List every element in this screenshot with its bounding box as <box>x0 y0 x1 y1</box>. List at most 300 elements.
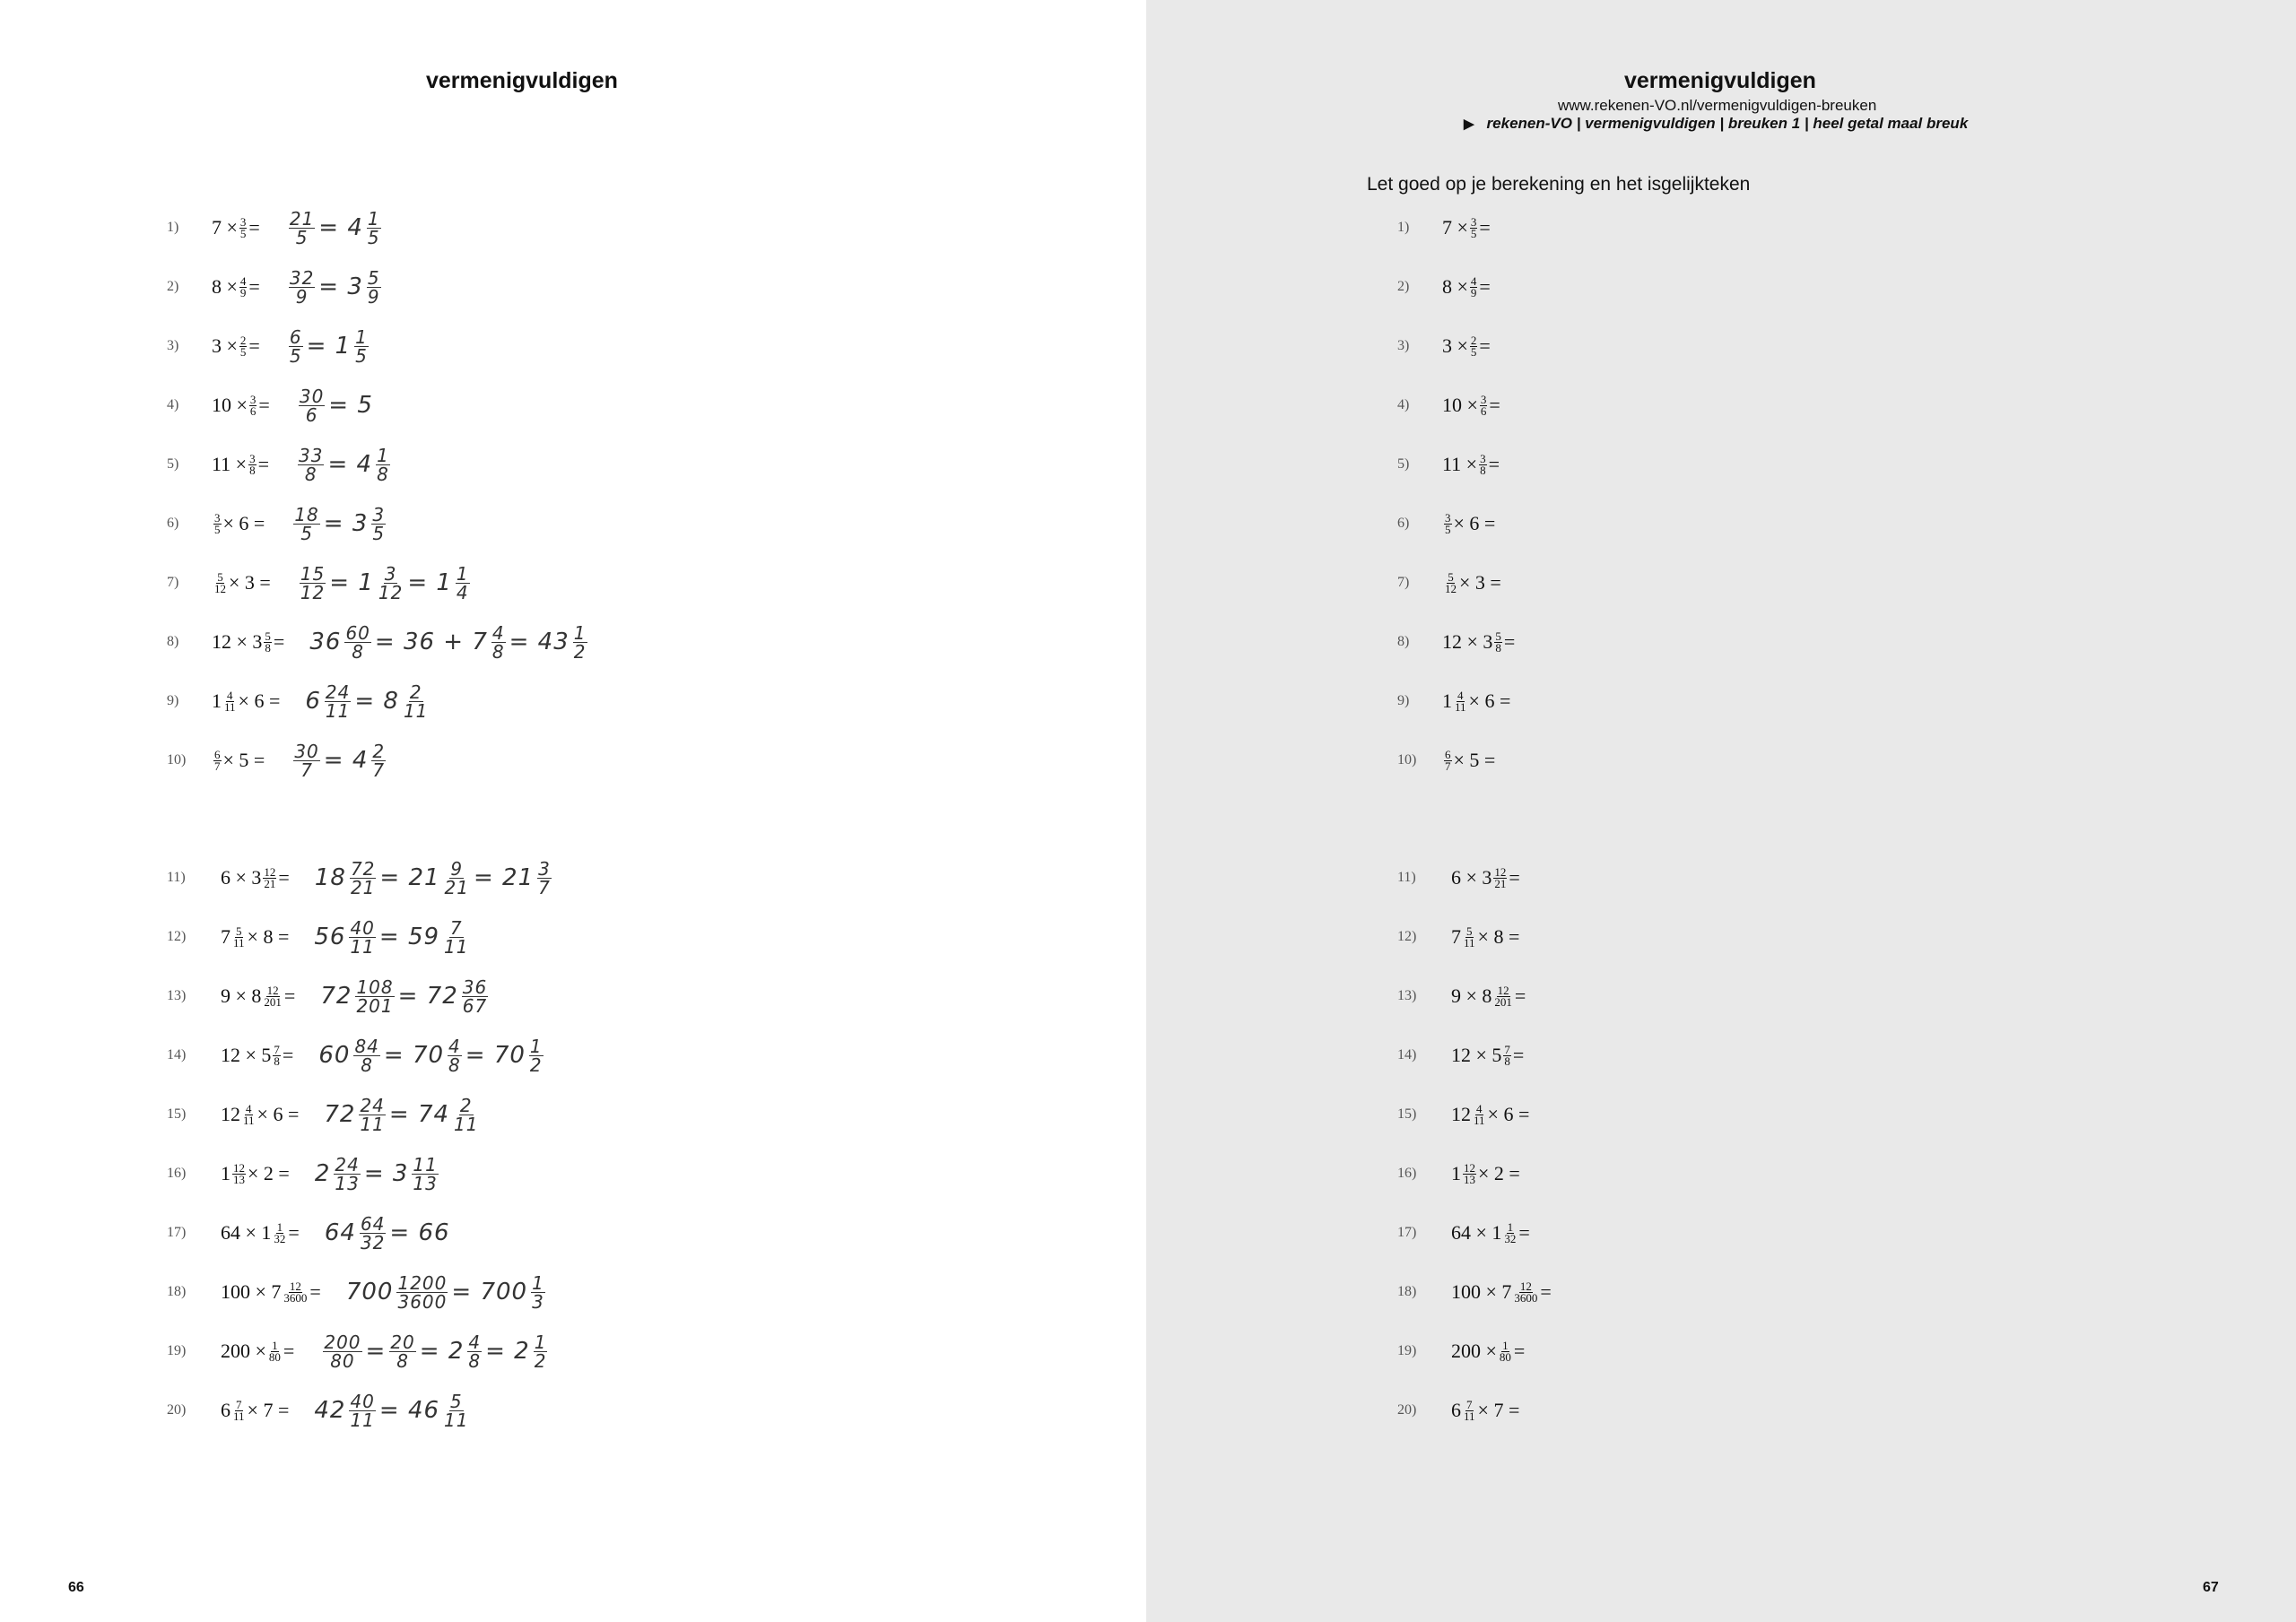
fraction <box>456 562 470 603</box>
expr-text: 3 × <box>1442 334 1468 357</box>
numerator: 3 <box>1480 392 1487 406</box>
exercise-row <box>167 1272 549 1312</box>
exercise-number: 5) <box>1397 456 1410 472</box>
numerator: 36 <box>462 976 488 998</box>
denominator: 11 <box>444 935 469 958</box>
fraction <box>1444 510 1452 536</box>
numerator: 3 <box>214 510 221 525</box>
numerator: 5 <box>1495 629 1501 643</box>
handwritten-answer <box>314 1153 442 1194</box>
denominator: 11 <box>325 699 351 722</box>
exercise-number: 17) <box>1397 1225 1417 1240</box>
exercise-number: 11) <box>167 870 186 885</box>
exercise-row <box>167 1036 547 1075</box>
denominator: 11 <box>1474 1113 1485 1127</box>
exercise-number: 9) <box>167 693 179 708</box>
fraction <box>299 387 325 424</box>
expr-text: × 6 = <box>1487 1103 1530 1125</box>
numerator: 2 <box>409 681 422 703</box>
fraction <box>355 978 394 1015</box>
fraction <box>239 273 248 299</box>
fraction <box>273 1042 281 1068</box>
fraction <box>371 503 386 544</box>
fraction <box>443 916 469 958</box>
expr-text: 1 <box>1451 1162 1461 1184</box>
expr-text: = <box>248 216 260 239</box>
fraction <box>283 1281 308 1304</box>
exercise-row <box>167 208 385 247</box>
expr-text: × 7 = <box>247 1399 290 1421</box>
expr-text: = <box>282 1044 294 1066</box>
expr-text: = <box>1479 275 1491 298</box>
expr-text: 10 × <box>212 394 248 416</box>
denominator: 201 <box>1494 994 1512 1009</box>
exercise-expression <box>212 216 260 239</box>
numerator: 5 <box>265 629 271 643</box>
numerator: 5 <box>1466 924 1473 938</box>
fraction <box>1493 985 1513 1008</box>
exercise-row <box>167 741 389 780</box>
expr-text: 9 × 8 <box>1451 984 1492 1007</box>
fraction <box>367 266 381 308</box>
expr-text: = 4 <box>323 747 369 774</box>
denominator: 32 <box>274 1231 286 1245</box>
fraction <box>289 325 303 367</box>
expr-text: 11 × <box>212 453 248 475</box>
denominator: 8 <box>249 463 256 477</box>
handwritten-answer <box>314 1392 473 1429</box>
denominator: 8 <box>491 640 505 663</box>
denominator: 7 <box>372 759 386 781</box>
exercise-number: 5) <box>167 456 179 472</box>
exercise-number: 2) <box>1397 279 1410 294</box>
fraction <box>239 214 248 240</box>
denominator: 3600 <box>397 1290 448 1313</box>
exercise-row <box>1397 858 1520 898</box>
expr-text: 700 <box>345 1279 394 1305</box>
exercise-row <box>167 976 491 1016</box>
expr-text: 72 <box>324 1101 356 1128</box>
exercise-number: 10) <box>167 752 187 768</box>
expr-text: = 4 <box>318 214 363 241</box>
fraction <box>412 1153 438 1194</box>
exercise-expression <box>221 866 290 889</box>
exercise-row <box>1397 1331 1525 1371</box>
numerator: 33 <box>299 444 324 466</box>
exercise-number: 4) <box>1397 397 1410 412</box>
exercise-row <box>1397 208 1491 247</box>
numerator: 6 <box>1445 747 1451 761</box>
exercise-row <box>167 1154 442 1193</box>
numerator: 24 <box>335 1153 360 1175</box>
exercise-row <box>1397 622 1515 662</box>
numerator: 1 <box>1507 1219 1514 1234</box>
numerator: 12 <box>1464 1160 1475 1175</box>
expr-text: = 21 <box>379 864 440 891</box>
play-arrow-icon: ▶ <box>1464 117 1474 132</box>
exercise-expression <box>221 1221 300 1245</box>
numerator: 4 <box>246 1101 252 1115</box>
fraction <box>367 207 381 248</box>
denominator: 9 <box>1470 285 1477 299</box>
exercise-row <box>167 386 373 425</box>
fraction <box>249 392 257 418</box>
expr-text: = <box>309 1280 321 1303</box>
fraction <box>1463 1160 1476 1186</box>
exercise-expression <box>1451 1340 1525 1363</box>
expr-text: × 7 = <box>1477 1399 1520 1421</box>
right-page <box>1146 0 2296 1622</box>
exercise-row <box>167 1331 551 1371</box>
denominator: 8 <box>396 1349 409 1372</box>
expr-text: = <box>1509 866 1520 889</box>
exercise-number: 3) <box>167 338 179 353</box>
denominator: 11 <box>1455 699 1466 714</box>
exercise-expression <box>212 571 271 594</box>
fraction <box>1470 273 1478 299</box>
fraction <box>403 683 429 720</box>
exercise-number: 14) <box>167 1047 187 1063</box>
fraction <box>1499 1340 1512 1363</box>
website-url[interactable]: www.rekenen-VO.nl/vermenigvuldigen-breuken <box>1558 97 1877 114</box>
expr-text: 60 <box>318 1042 351 1069</box>
denominator: 5 <box>300 522 313 544</box>
expr-text: = 2 <box>419 1338 465 1365</box>
denominator: 12 <box>378 581 404 603</box>
exercise-expression <box>1442 275 1491 299</box>
exercise-number: 6) <box>167 516 179 531</box>
fraction <box>1470 335 1478 358</box>
denominator: 8 <box>468 1349 482 1372</box>
exercise-expression <box>1451 1103 1529 1126</box>
handwritten-answer <box>314 916 473 958</box>
numerator: 12 <box>233 1160 245 1175</box>
expr-text: = <box>1512 1044 1525 1066</box>
denominator: 11 <box>224 699 236 714</box>
expr-text: = 1 <box>329 569 374 596</box>
numerator: 72 <box>350 857 376 880</box>
exercise-row <box>1397 445 1500 484</box>
denominator: 11 <box>360 1113 385 1135</box>
expr-text: 64 × 1 <box>221 1221 272 1244</box>
fraction <box>1463 926 1476 949</box>
fraction <box>1480 392 1488 418</box>
exercise-number: 12) <box>1397 929 1417 944</box>
fraction <box>268 1340 282 1363</box>
exercise-row <box>1397 681 1510 721</box>
expr-text: 200 × <box>221 1340 266 1362</box>
exercise-row <box>167 1391 474 1430</box>
fraction <box>289 266 315 308</box>
fraction <box>223 690 237 713</box>
denominator: 5 <box>372 522 386 544</box>
numerator: 12 <box>264 864 276 879</box>
exercise-expression <box>1442 571 1501 594</box>
exercise-row <box>1397 1036 1524 1075</box>
fraction <box>213 510 222 536</box>
expr-text: 72 <box>320 983 352 1010</box>
expr-text: = 72 <box>397 983 458 1010</box>
numerator: 1 <box>532 1271 544 1294</box>
exercise-number: 8) <box>1397 634 1410 649</box>
expr-text: 56 <box>314 924 346 950</box>
denominator: 3 <box>532 1290 544 1313</box>
numerator: 108 <box>356 976 394 998</box>
denominator: 8 <box>274 1054 280 1068</box>
expr-text: 100 × 7 <box>221 1280 282 1303</box>
fraction <box>1444 569 1457 595</box>
expr-text: × 5 = <box>222 749 265 771</box>
fraction <box>263 864 276 890</box>
exercise-expression <box>1442 512 1495 535</box>
page-number: 67 <box>2203 1580 2219 1595</box>
numerator: 7 <box>1504 1042 1510 1056</box>
expr-text: = 66 <box>389 1219 450 1246</box>
denominator: 11 <box>1464 1409 1475 1423</box>
expr-text: = 4 <box>327 451 373 478</box>
expr-text: 7 × <box>1442 216 1468 239</box>
denominator: 8 <box>265 640 271 655</box>
exercise-expression <box>1451 984 1526 1008</box>
denominator: 8 <box>352 640 365 663</box>
exercise-row <box>1397 1095 1529 1134</box>
numerator: 3 <box>372 503 386 525</box>
exercise-number: 13) <box>1397 988 1417 1003</box>
exercise-row <box>1397 1154 1520 1193</box>
expr-text: 1 <box>1442 690 1452 712</box>
denominator: 12 <box>214 581 226 595</box>
expr-text: = 2 <box>485 1338 530 1365</box>
expr-text: = <box>283 984 296 1007</box>
denominator: 21 <box>1494 876 1507 890</box>
expr-text: = <box>278 866 290 889</box>
numerator: 21 <box>289 207 315 230</box>
numerator: 3 <box>384 562 397 585</box>
exercise-expression <box>1442 749 1495 772</box>
fraction <box>248 451 257 477</box>
fraction <box>389 1333 415 1370</box>
numerator: 11 <box>413 1153 438 1175</box>
exercise-expression <box>221 1162 290 1185</box>
denominator: 32 <box>360 1231 386 1253</box>
fraction <box>1503 1219 1517 1245</box>
fraction <box>354 325 369 367</box>
expr-text: = 46 <box>378 1397 440 1424</box>
expr-text: = 74 <box>388 1101 450 1128</box>
numerator: 6 <box>214 747 221 761</box>
exercise-row <box>1397 1391 1519 1430</box>
numerator: 3 <box>249 392 257 406</box>
exercise-number: 17) <box>167 1225 187 1240</box>
numerator: 1 <box>355 325 368 348</box>
expr-text: × 2 = <box>1478 1162 1520 1184</box>
expr-text: = <box>273 630 285 653</box>
fraction <box>298 444 324 485</box>
numerator: 3 <box>1445 510 1451 525</box>
expr-text: 12 × 5 <box>221 1044 272 1066</box>
denominator: 5 <box>239 344 247 359</box>
numerator: 200 <box>324 1331 361 1353</box>
exercise-number: 2) <box>167 279 179 294</box>
expr-text: × 2 = <box>248 1162 290 1184</box>
exercise-number: 16) <box>167 1166 187 1181</box>
exercise-row <box>1397 267 1491 307</box>
exercise-expression <box>221 1340 294 1363</box>
expr-text: = <box>1479 216 1491 239</box>
denominator: 7 <box>214 759 221 773</box>
numerator: 5 <box>236 924 242 938</box>
exercise-expression <box>1442 394 1500 417</box>
denominator: 13 <box>335 1172 360 1194</box>
exercise-number: 9) <box>1397 693 1410 708</box>
expr-text: × 3 = <box>1459 571 1501 594</box>
expr-text: 6 × 3 <box>1451 866 1492 889</box>
expr-text: 200 × <box>1451 1340 1497 1362</box>
denominator: 7 <box>300 759 313 781</box>
denominator: 13 <box>413 1172 438 1194</box>
numerator: 1 <box>534 1331 547 1353</box>
exercise-expression <box>212 512 265 535</box>
exercise-expression <box>212 275 260 299</box>
expr-text: = <box>1518 1221 1530 1244</box>
fraction <box>293 742 319 779</box>
fraction <box>376 444 390 485</box>
expr-text: = <box>1489 394 1500 416</box>
exercise-expression <box>221 1399 289 1422</box>
fraction <box>1454 690 1467 713</box>
exercise-row <box>1397 917 1519 957</box>
denominator: 11 <box>350 935 375 958</box>
exercise-number: 19) <box>167 1343 187 1358</box>
denominator: 8 <box>448 1054 461 1076</box>
denominator: 67 <box>462 994 488 1017</box>
expr-text: 9 × 8 <box>221 984 262 1007</box>
expr-text: × 6 = <box>1468 690 1511 712</box>
denominator: 21 <box>350 876 376 898</box>
exercise-expression <box>1442 334 1491 358</box>
expr-text: 6 <box>305 688 321 715</box>
numerator: 5 <box>367 266 380 289</box>
exercise-number: 20) <box>167 1402 187 1418</box>
fraction <box>529 1037 544 1074</box>
expr-text: = <box>248 275 260 298</box>
denominator: 5 <box>239 226 247 240</box>
expr-text: = <box>258 394 270 416</box>
exercise-number: 18) <box>167 1284 187 1299</box>
exercise-row <box>1397 326 1491 366</box>
fraction <box>1479 451 1487 477</box>
expr-text: = <box>1540 1280 1552 1303</box>
numerator: 3 <box>239 214 247 229</box>
denominator: 5 <box>355 344 368 367</box>
exercise-row <box>167 504 389 543</box>
fraction <box>349 1392 375 1429</box>
exercise-expression <box>221 1280 321 1304</box>
handwritten-answer <box>305 683 432 720</box>
denominator: 9 <box>295 285 309 308</box>
exercise-row <box>167 681 432 721</box>
numerator: 4 <box>1470 273 1477 288</box>
numerator: 3 <box>1470 214 1477 229</box>
numerator: 5 <box>1448 569 1454 584</box>
exercise-expression <box>212 453 269 476</box>
expr-text: × 6 = <box>1453 512 1496 534</box>
numerator: 84 <box>354 1035 379 1057</box>
numerator: 4 <box>227 688 233 702</box>
numerator: 1 <box>1502 1338 1509 1352</box>
exercise-expression <box>1442 453 1500 476</box>
exercise-number: 19) <box>1397 1343 1417 1358</box>
fraction <box>1473 1101 1486 1127</box>
numerator: 1 <box>367 207 380 230</box>
exercise-row <box>167 563 474 603</box>
fraction <box>444 857 470 898</box>
fraction <box>263 985 283 1008</box>
expr-text: 1 <box>212 690 222 712</box>
fraction <box>213 747 222 773</box>
exercise-number: 16) <box>1397 1166 1417 1181</box>
exercise-expression <box>212 690 280 713</box>
handwritten-answer <box>285 266 385 308</box>
left-page <box>0 0 1146 1622</box>
numerator: 12 <box>289 1279 301 1293</box>
fraction <box>371 742 386 779</box>
expr-text: = <box>257 453 270 475</box>
denominator: 80 <box>268 1349 281 1364</box>
exercise-expression <box>1451 1221 1530 1245</box>
expr-text: 2 <box>314 1160 331 1187</box>
expr-text: 1 <box>221 1162 230 1184</box>
numerator: 18 <box>294 503 319 525</box>
numerator: 20 <box>390 1331 415 1353</box>
exercise-row <box>167 917 474 957</box>
denominator: 8 <box>377 463 389 485</box>
handwritten-answer <box>314 857 555 898</box>
denominator: 11 <box>233 935 245 950</box>
numerator: 2 <box>459 1094 473 1116</box>
denominator: 5 <box>289 344 302 367</box>
fraction <box>537 857 552 898</box>
numerator: 12 <box>266 983 279 997</box>
exercise-row <box>167 445 394 484</box>
denominator: 5 <box>1470 344 1477 359</box>
expr-text: = <box>283 1340 295 1362</box>
expr-text: 12 × 3 <box>1442 630 1493 653</box>
instruction-text: Let goed op je berekening en het isgelijkteken <box>1367 174 1751 195</box>
numerator: 1 <box>272 1338 278 1352</box>
numerator: 4 <box>448 1035 461 1057</box>
numerator: 2 <box>1470 333 1477 347</box>
exercise-expression <box>1451 1399 1519 1422</box>
exercise-row <box>1397 1213 1530 1253</box>
expr-text: 12 <box>1451 1103 1471 1125</box>
exercise-row <box>167 1213 450 1253</box>
denominator: 6 <box>305 403 318 426</box>
denominator: 6 <box>249 403 257 418</box>
denominator: 2 <box>573 640 587 663</box>
denominator: 3600 <box>1514 1290 1538 1305</box>
numerator: 6 <box>289 325 302 348</box>
fraction <box>353 1037 379 1074</box>
exercise-row <box>1397 741 1495 780</box>
denominator: 80 <box>1499 1349 1511 1364</box>
denominator: 8 <box>1504 1054 1510 1068</box>
fraction <box>323 1333 361 1370</box>
expr-text: 8 × <box>1442 275 1468 298</box>
numerator: 1 <box>377 444 389 466</box>
denominator: 12 <box>300 581 326 603</box>
expr-text: = <box>1513 1340 1526 1362</box>
